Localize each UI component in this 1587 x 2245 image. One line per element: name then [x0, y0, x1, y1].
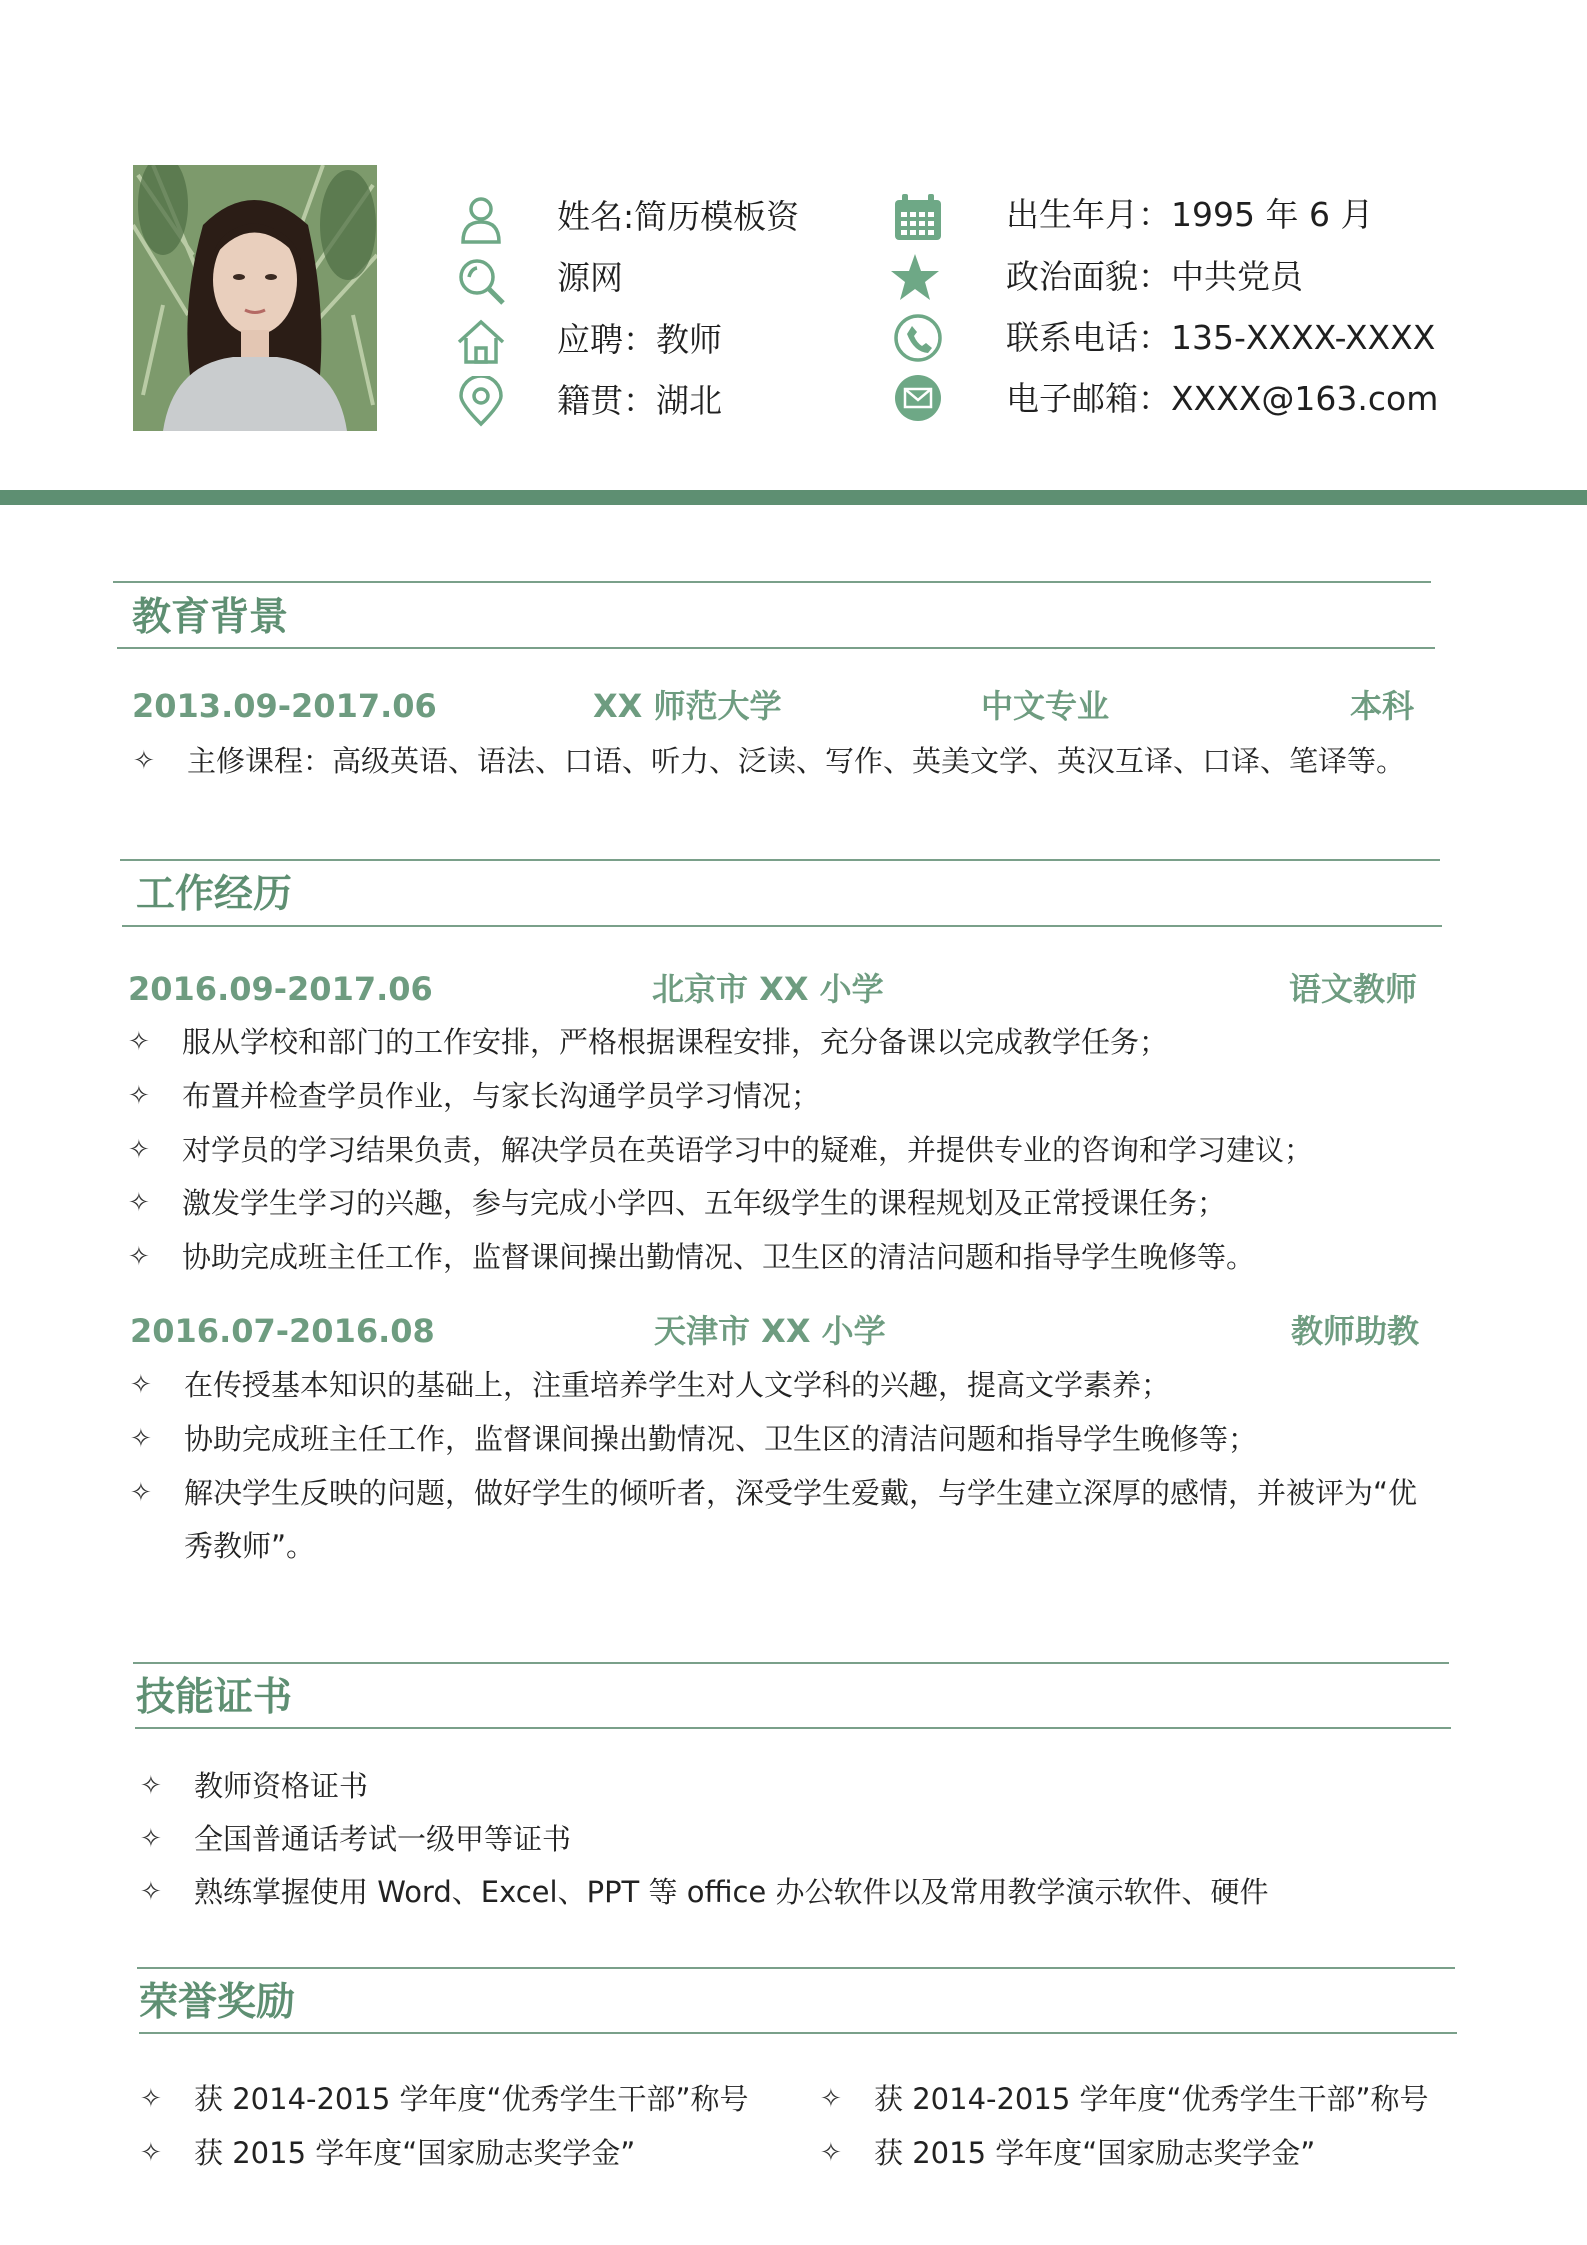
bullet-star-icon: ✧ — [128, 1242, 150, 1272]
bullet-star-icon: ✧ — [133, 746, 155, 776]
section-rule-bottom — [139, 2032, 1457, 2034]
location-pin-icon — [455, 376, 507, 428]
bullet-star-icon: ✧ — [140, 1824, 162, 1854]
phone-label: 联系电话：135-XXXX-XXXX — [1006, 318, 1436, 357]
bullet-star-icon: ✧ — [820, 2084, 842, 2114]
political-label: 政治面貌：中共党员 — [1006, 257, 1303, 296]
hometown-label: 籍贯：湖北 — [557, 381, 722, 420]
home-icon — [455, 316, 507, 368]
bullet-star-icon: ✧ — [140, 1877, 162, 1907]
job-role: 教师助教 — [1291, 1312, 1420, 1350]
birth-label: 出生年月：1995 年 6 月 — [1006, 195, 1374, 234]
name-continuation: 源网 — [557, 258, 623, 297]
phone-icon — [892, 312, 944, 364]
honors-title: 荣誉奖励 — [139, 1980, 296, 2025]
education-title: 教育背景 — [132, 595, 289, 640]
section-rule-bottom — [117, 647, 1435, 649]
bullet-star-icon: ✧ — [130, 1370, 152, 1400]
bullet-star-icon: ✧ — [128, 1135, 150, 1165]
bullet-star-icon: ✧ — [130, 1478, 152, 1508]
name-label: 姓名:简历模板资 — [557, 197, 800, 236]
position-label: 应聘：教师 — [557, 320, 722, 359]
job-role: 语文教师 — [1289, 970, 1418, 1008]
search-icon — [455, 255, 507, 307]
job-period: 2016.07-2016.08 — [130, 1312, 435, 1350]
section-rule-top — [120, 859, 1440, 861]
bullet-star-icon: ✧ — [140, 1771, 162, 1801]
calendar-icon — [892, 192, 944, 244]
education-period: 2013.09-2017.06 — [132, 687, 437, 725]
bullet-star-icon: ✧ — [130, 1424, 152, 1454]
job-period: 2016.09-2017.06 — [128, 970, 433, 1008]
header-divider-bar — [0, 490, 1587, 505]
profile-photo — [133, 165, 377, 431]
work-title: 工作经历 — [136, 872, 293, 917]
email-label: 电子邮箱：XXXX@163.com — [1006, 379, 1439, 418]
education-major: 中文专业 — [981, 687, 1110, 725]
bullet-star-icon: ✧ — [128, 1081, 150, 1111]
education-school: XX 师范大学 — [593, 687, 782, 725]
resume-page: 姓名:简历模板资 源网 应聘：教师 籍贯：湖北 出生年月：1995 年 6 月 政治面貌：中共党员 联系电话：135-XXXX-XXXX 电子邮箱：XXXX@163.com 教育背景 2013.09-2017.06 XX 师范大学 中文专业 本科 ✧ 主修课程：高级英语、语法、口语、听力、泛读、写作、英美文学、英汉互译、口译、笔译等。 工作经历 2016.09-2017.06 北京市 XX 小学 语文教师 ✧ 服从学校和部门的工作安排，严格根据课程安排，充分备课以完成教学任务； ✧ 布置并检查学员作业，与家长沟通学员学习情况； ✧ 对学员的学习结果负责，解决学员在英语学习中的疑难，并提供专业的咨询和学习建议； ✧ 激发学生学习的兴趣，参与完成小学四、五年级学生的课程规划及正常授课任务； ✧ 协助完成班主任工作，监督课间操出勤情况、卫生区的清洁问题和指导学生晚修等。 2016.07-2016.08 天津市 XX 小学 教师助教 ✧ 在传授基本知识的基础上，注重培养学生对人文学科的兴趣，提高文学素养； ✧ 协助完成班主任工作，监督课间操出勤情况、卫生区的清洁问题和指导学生晚修等； ✧ 解决学生反映的问题，做好学生的倾听者，深受学生爱戴，与学生建立深厚的感情，并被评为“优 秀教师”。 技能证书 ✧ 教师资格证书 ✧ 全国普通话考试一级甲等证书 ✧ 熟练掌握使用 Word、Excel、PPT 等 office 办公软件以及常用教学演示软件、硬件 荣誉奖励 ✧ 获 2014-2015 学年度“优秀学生干部”称号 ✧ 获 2014-2015 学年度“优秀学生干部”称号 ✧ 获 2015 学年度“国家励志奖学金” ✧ 获 2015 学年度“国家励志奖学金” — [0, 0, 1587, 2245]
person-icon — [455, 194, 507, 246]
bullet-star-icon: ✧ — [140, 2138, 162, 2168]
star-icon — [889, 252, 941, 304]
job-org: 北京市 XX 小学 — [652, 970, 884, 1008]
section-rule-top — [137, 1967, 1455, 1969]
section-rule-bottom — [135, 1727, 1451, 1729]
education-degree: 本科 — [1350, 687, 1415, 725]
mail-icon — [892, 372, 944, 424]
bullet-star-icon: ✧ — [140, 2084, 162, 2114]
bullet-star-icon: ✧ — [820, 2138, 842, 2168]
section-rule-top — [113, 581, 1431, 583]
bullet-star-icon: ✧ — [128, 1027, 150, 1057]
section-rule-bottom — [122, 925, 1442, 927]
skills-title: 技能证书 — [136, 1675, 293, 1720]
job-org: 天津市 XX 小学 — [654, 1312, 886, 1350]
section-rule-top — [133, 1662, 1449, 1664]
bullet-star-icon: ✧ — [128, 1188, 150, 1218]
